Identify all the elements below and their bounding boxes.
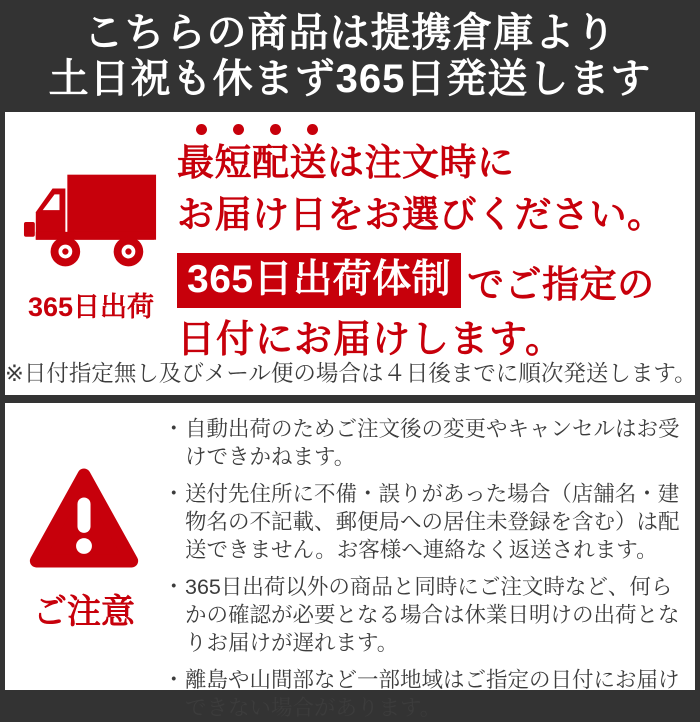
caution-section [5,403,695,720]
list-item [163,480,681,564]
shipping-icon-column [5,112,177,395]
truck-caption: 365日出荷 [27,292,155,322]
top-banner [0,0,700,112]
shipping-section [5,112,695,395]
bullet-marker: ・ [163,417,185,441]
bullet-text: 365日出荷以外の商品と同時にご注文時など、何らかの確認が必要となる場合は休業日明けの出荷となりお届けが遅れます。 [185,575,680,655]
emphasis-dot-icon [307,124,318,135]
caution-icon-column [5,403,163,690]
bullet-text: 自動出荷のためご注文後の変更やキャンセルはお受けできかねます。 [185,417,680,469]
bullet-marker: ・ [163,482,185,506]
warning-triangle-icon [28,465,140,576]
caution-list [163,403,695,720]
emphasis-dots [183,124,695,135]
bullet-marker: ・ [163,668,185,692]
emphasis-dot-icon [196,124,207,135]
truck-icon [22,164,160,283]
list-item [163,573,681,657]
highlight-suffix: でご指定の [467,263,655,305]
caution-label: ご注意 [33,593,135,631]
bullet-marker: ・ [163,575,185,599]
banner-line1: こちらの商品は提携倉庫より [83,11,617,55]
shipping-heading-line2: お届け日をお選びください。 [177,194,665,235]
bullet-text: 送付先住所に不備・誤りがあった場合（店舗名・建物名の不記載、郵便局への居住未登録を含む）は配送できません。お客様へ連絡なく返送されます。 [185,482,680,562]
emphasis-dot-icon [233,124,244,135]
emphasis-dot-icon [270,124,281,135]
shipping-highlight-line [177,253,695,308]
list-item [163,415,681,471]
shipping-text-column [177,112,695,395]
bullet-text: 離島や山間部など一部地域はご指定の日付にお届けできない場合があります。 [185,668,680,720]
list-item [163,666,681,722]
shipping-heading-line3: 日付にお届けします。 [177,319,564,361]
section-divider [0,395,700,403]
shipping-note: ※日付指定無し及びメール便の場合は４日後までに順次発送します。 [5,361,697,386]
banner-line2: 土日祝も休まず365日発送します [48,57,652,101]
shipping-heading-line1: 最短配送は注文時に [177,142,515,183]
highlight-chip: 365日出荷体制 [177,253,461,308]
